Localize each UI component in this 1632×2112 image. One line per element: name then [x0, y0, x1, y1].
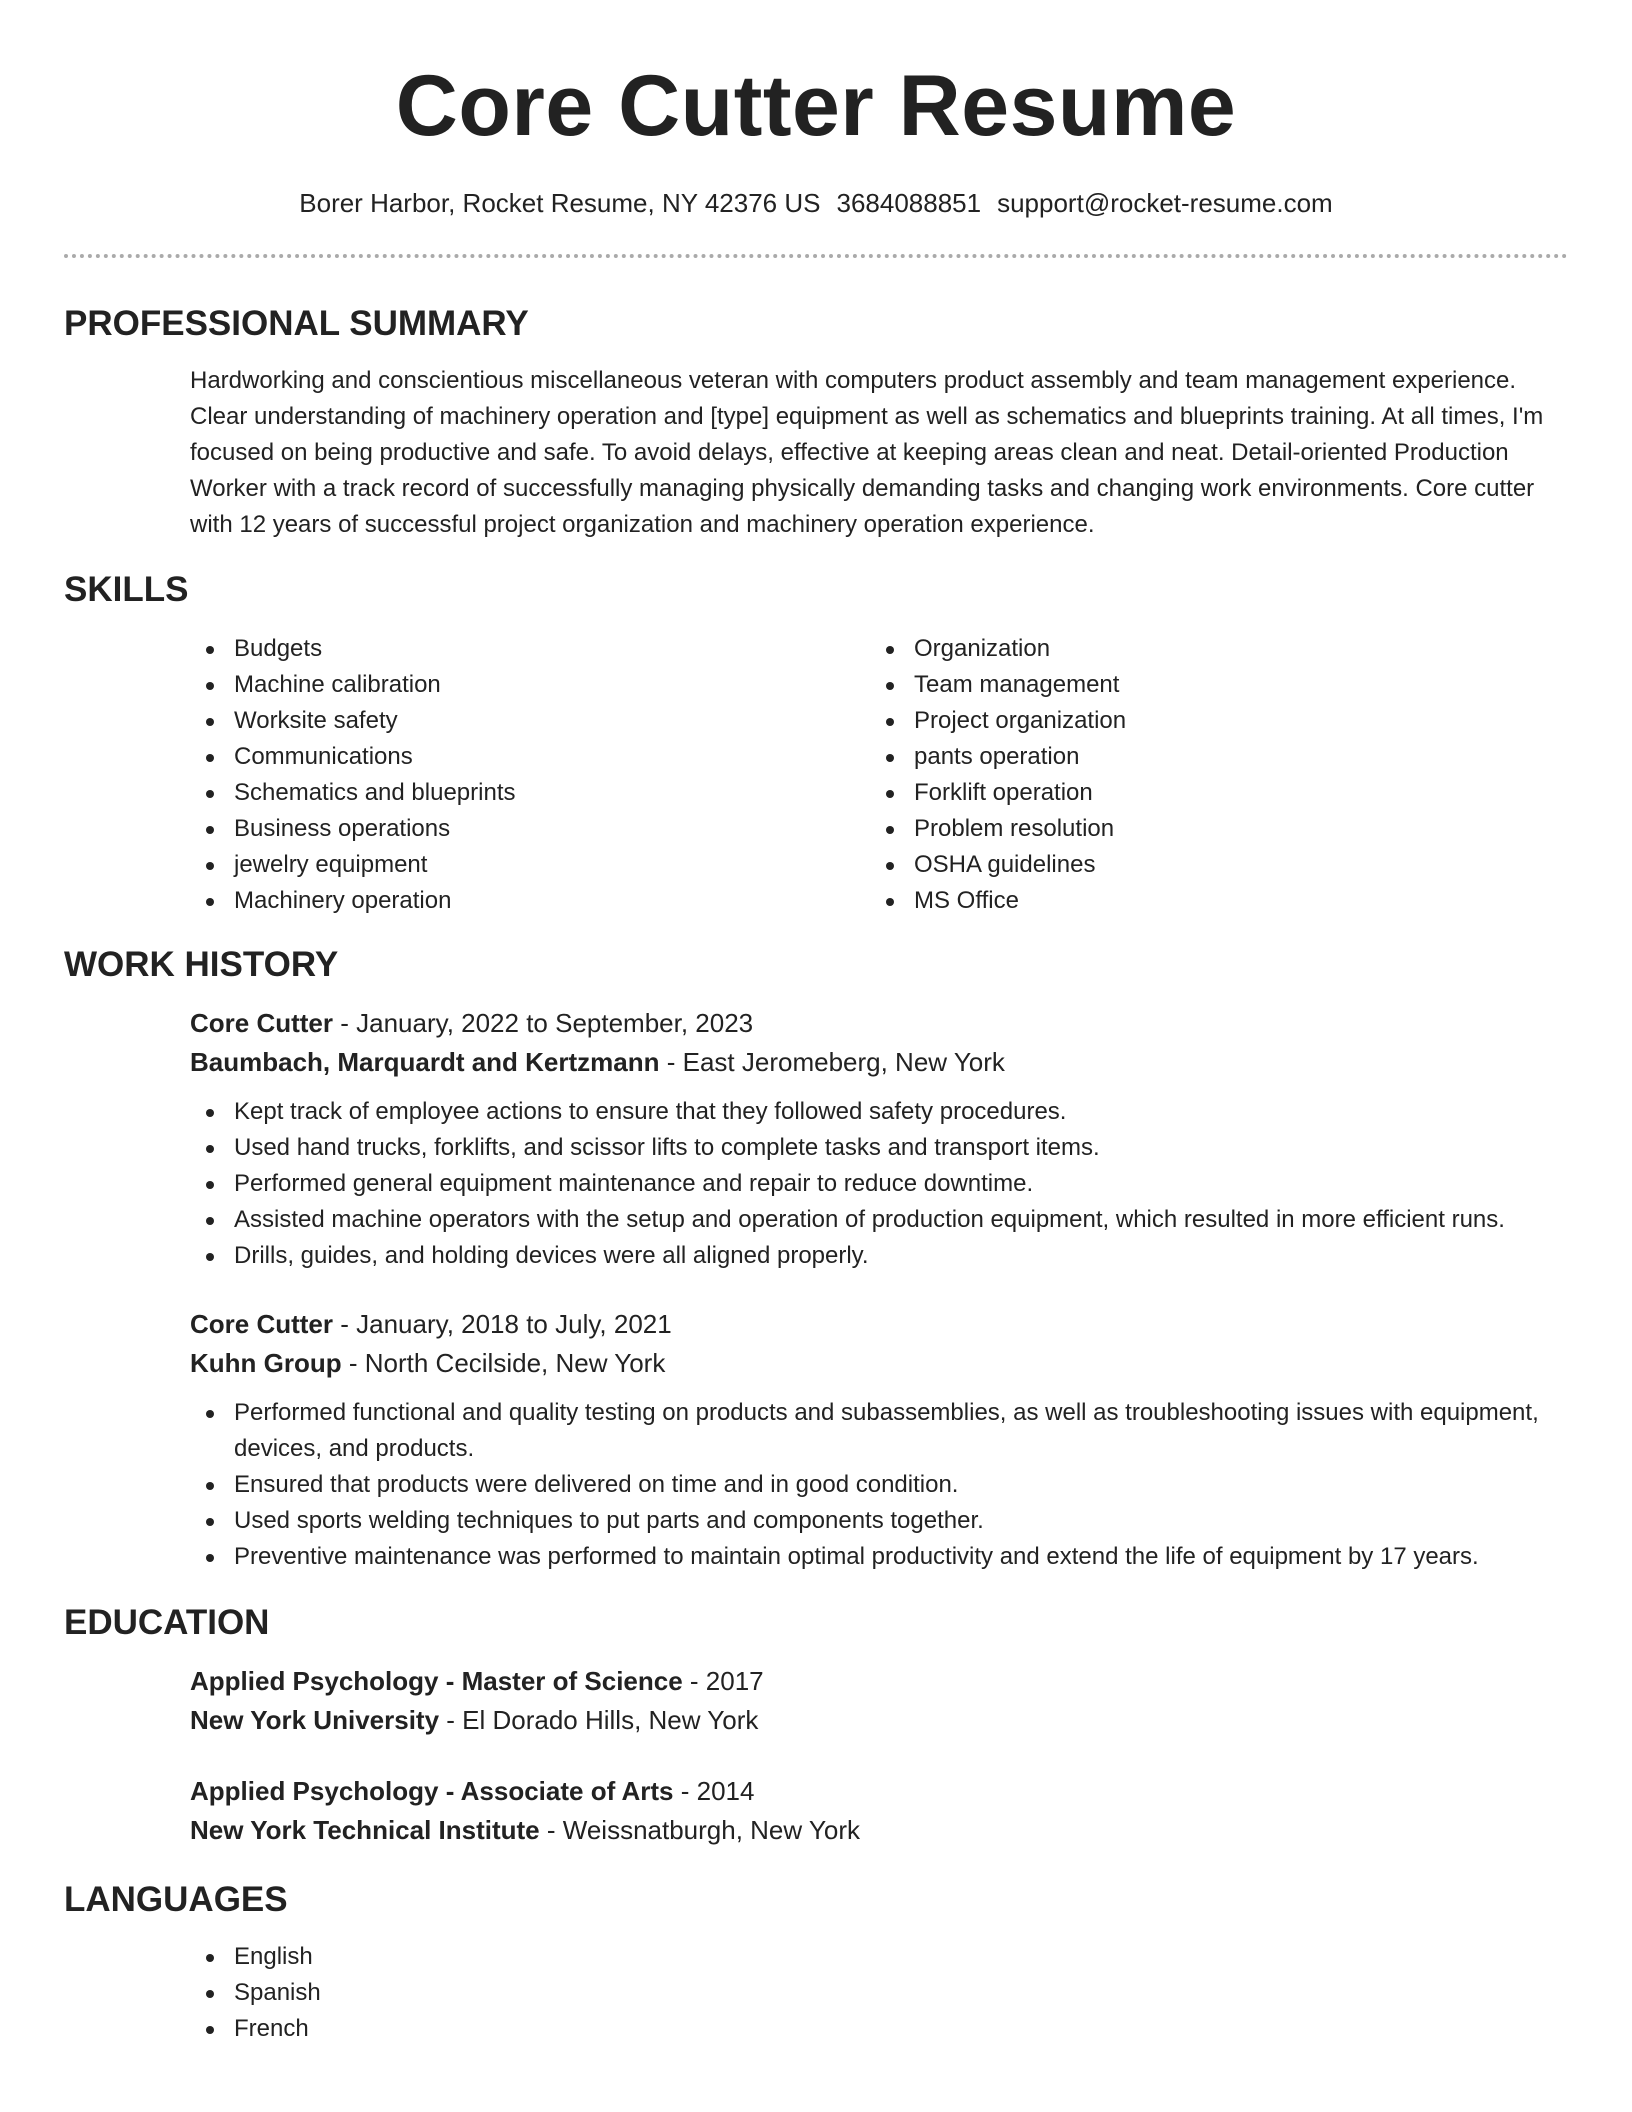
job-duty: Drills, guides, and holding devices were all aligned properly. — [190, 1238, 1568, 1274]
skill-item: Team management — [870, 667, 1550, 703]
header-divider — [64, 254, 1568, 258]
language-item: English — [190, 1939, 1568, 1975]
job-duties — [190, 1094, 1568, 1274]
job-role: Core Cutter — [190, 1008, 334, 1038]
job-duty: Used hand trucks, forklifts, and scissor lifts to complete tasks and transport items. — [190, 1130, 1568, 1166]
skills-heading: SKILLS — [64, 570, 189, 609]
job-duty: Preventive maintenance was performed to maintain optimal productivity and extend the life of equipment by 17 years. — [190, 1539, 1568, 1575]
degree-year: - 2017 — [682, 1666, 764, 1696]
skills-list-right — [870, 631, 1550, 919]
skill-item: Problem resolution — [870, 811, 1550, 847]
skill-item: jewelry equipment — [190, 847, 870, 883]
contact-phone: 3684088851 — [836, 188, 982, 218]
contact-line — [64, 186, 1568, 220]
job-company: Kuhn Group — [190, 1348, 342, 1378]
education-section — [190, 1662, 1568, 1850]
school-location: - El Dorado Hills, New York — [439, 1705, 759, 1735]
degree-year: - 2014 — [673, 1776, 755, 1806]
skill-item: Machinery operation — [190, 883, 870, 919]
skill-item: Communications — [190, 739, 870, 775]
job-duty: Used sports welding techniques to put parts and components together. — [190, 1503, 1568, 1539]
school-line — [190, 1701, 1568, 1740]
skill-item: Organization — [870, 631, 1550, 667]
skill-item: Forklift operation — [870, 775, 1550, 811]
job-company-line — [190, 1043, 1568, 1082]
skills-list-left — [190, 631, 870, 919]
degree-name: Applied Psychology - Master of Science — [190, 1666, 683, 1696]
degree-line — [190, 1662, 1568, 1701]
job-location: - East Jeromeberg, New York — [659, 1047, 1005, 1077]
languages-heading: LANGUAGES — [64, 1880, 288, 1919]
job-dates: - January, 2018 to July, 2021 — [333, 1309, 672, 1339]
school-name: New York University — [190, 1705, 440, 1735]
education-heading: EDUCATION — [64, 1603, 270, 1642]
skill-item: OSHA guidelines — [870, 847, 1550, 883]
degree-line — [190, 1772, 1568, 1811]
work-history-section — [190, 1004, 1568, 1575]
contact-email[interactable]: support@rocket-resume.com — [997, 188, 1333, 218]
language-item: French — [190, 2011, 1568, 2047]
skill-item: Budgets — [190, 631, 870, 667]
job-duty: Performed general equipment maintenance and repair to reduce downtime. — [190, 1166, 1568, 1202]
school-location: - Weissnatburgh, New York — [539, 1815, 860, 1845]
degree-name: Applied Psychology - Associate of Arts — [190, 1776, 674, 1806]
job-company: Baumbach, Marquardt and Kertzmann — [190, 1047, 660, 1077]
job-entry — [190, 1305, 1568, 1575]
job-location: - North Cecilside, New York — [341, 1348, 666, 1378]
skill-item: Worksite safety — [190, 703, 870, 739]
contact-address: Borer Harbor, Rocket Resume, NY 42376 US — [299, 188, 821, 218]
skill-item: pants operation — [870, 739, 1550, 775]
skill-item: Machine calibration — [190, 667, 870, 703]
job-company-line — [190, 1344, 1568, 1383]
job-title-line — [190, 1004, 1568, 1043]
school-line — [190, 1811, 1568, 1850]
education-entry — [190, 1662, 1568, 1740]
job-duty: Assisted machine operators with the setup and operation of production equipment, which resulted in more efficient runs. — [190, 1202, 1568, 1238]
skills-section — [190, 631, 1568, 919]
summary-section — [190, 363, 1568, 543]
job-duty: Kept track of employee actions to ensure that they followed safety procedures. — [190, 1094, 1568, 1130]
job-dates: - January, 2022 to September, 2023 — [333, 1008, 754, 1038]
job-entry — [190, 1004, 1568, 1274]
work-history-heading: WORK HISTORY — [64, 945, 339, 984]
skill-item: Schematics and blueprints — [190, 775, 870, 811]
job-duty: Performed functional and quality testing on products and subassemblies, as well as troubleshooting issues with equipment, devices, and products. — [190, 1395, 1568, 1467]
skill-item: Project organization — [870, 703, 1550, 739]
school-name: New York Technical Institute — [190, 1815, 540, 1845]
languages-list — [190, 1939, 1568, 2047]
job-duties — [190, 1395, 1568, 1575]
skill-item: Business operations — [190, 811, 870, 847]
job-role: Core Cutter — [190, 1309, 334, 1339]
resume-title: Core Cutter Resume — [395, 58, 1237, 154]
skill-item: MS Office — [870, 883, 1550, 919]
education-entry — [190, 1772, 1568, 1850]
summary-text: Hardworking and conscientious miscellaneous veteran with computers product assembly and team management experience. Clear understanding of machinery operation and [type] equipment as well as schematics and blueprints training. At all times, I'm focused on being productive and safe. To avoid delays, effective at keeping areas clean and neat. Detail-oriented Production Worker with a track record of successfully managing physically demanding tasks and changing work environments. Core cutter with 12 years of successful project organization and machinery operation experience. — [190, 367, 1544, 538]
languages-section — [190, 1939, 1568, 2047]
language-item: Spanish — [190, 1975, 1568, 2011]
summary-heading: PROFESSIONAL SUMMARY — [64, 304, 529, 343]
job-duty: Ensured that products were delivered on time and in good condition. — [190, 1467, 1568, 1503]
job-title-line — [190, 1305, 1568, 1344]
